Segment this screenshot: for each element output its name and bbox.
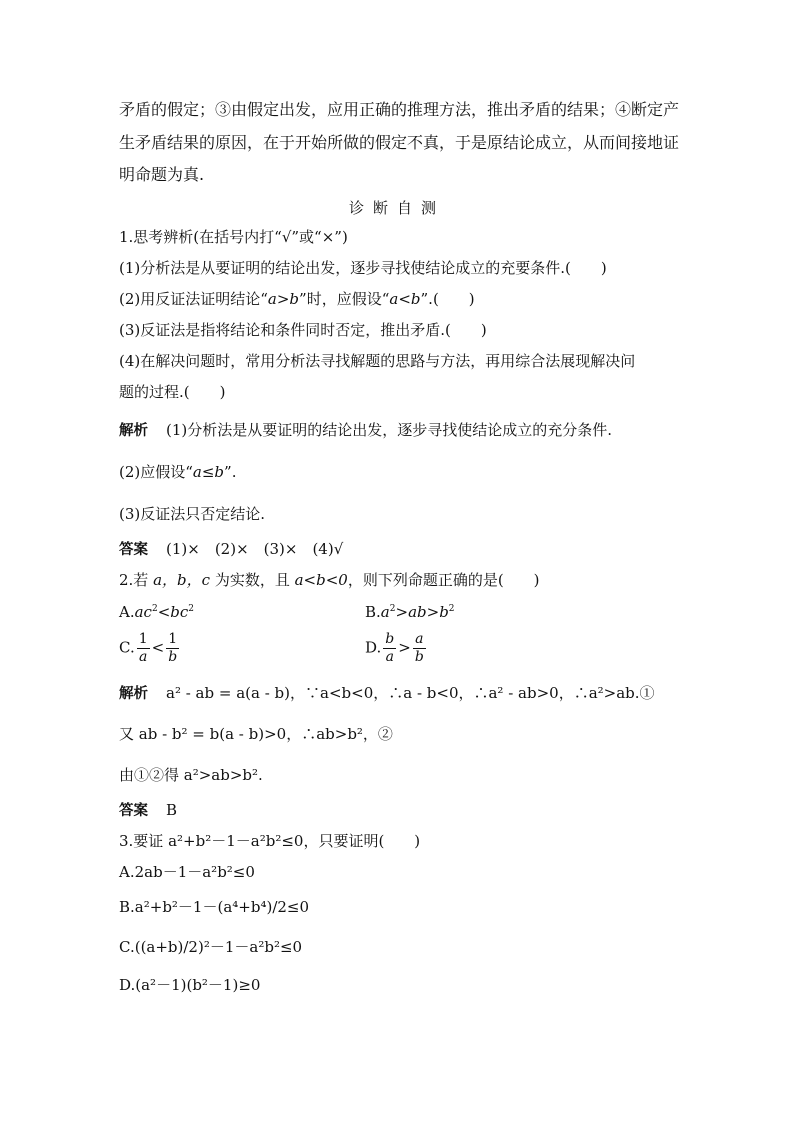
q1-statement-2: (2)用反证法证明结论“a>b”时，应假设“a<b”.( ) bbox=[119, 290, 475, 308]
q2-explanation-2: 又 ab - b² = b(a - b)>0，∴ab>b²，② bbox=[119, 725, 393, 743]
q1-explanation-1: 解析 (1)分析法是从要证明的结论出发，逐步寻找使结论成立的充分条件. bbox=[119, 421, 613, 439]
q2-option-a: $A.ac^2<bc^2$ bbox=[119, 603, 195, 621]
q1-statement-1: (1)分析法是从要证明的结论出发，逐步寻找使结论成立的充要条件.( ) bbox=[119, 259, 607, 277]
intro-line-3: 明命题为真. bbox=[119, 165, 205, 184]
q1-statement-3: (3)反证法是指将结论和条件同时否定，推出矛盾.( ) bbox=[119, 321, 487, 339]
q2-stem: 2.若 a，b，c 为实数，且 a<b<0，则下列命题正确的是( ) bbox=[119, 571, 540, 589]
q1-explanation-2: (2)应假设“a≤b”. bbox=[119, 463, 237, 481]
q3-option-d: D.(a²－1)(b²－1)≥0 bbox=[119, 976, 261, 994]
q3-stem: 3.要证 a²+b²－1－a²b²≤0，只要证明( ) bbox=[119, 832, 421, 850]
q2-explanation-1: 解析 a² - ab = a(a - b)，∵a<b<0，∴a - b<0，∴a² - ab>0，∴a²>ab.① bbox=[119, 684, 655, 702]
q2-option-b: $B.a^2>ab>b^2$ bbox=[365, 603, 455, 621]
q1-answer: 答案 (1)× (2)× (3)× (4)√ bbox=[119, 540, 344, 558]
q2-answer: 答案 B bbox=[119, 801, 178, 819]
answer-label: 答案 bbox=[119, 542, 148, 558]
intro-line-1: 矛盾的假定；③由假定出发，应用正确的推理方法，推出矛盾的结果；④断定产 bbox=[119, 100, 680, 119]
intro-line-2: 生矛盾结果的原因，在于开始所做的假定不真，于是原结论成立，从而间接地证 bbox=[119, 133, 680, 152]
q2-option-c: C. $\frac{1}{a}$ < $\frac{1}{b}$ bbox=[119, 631, 178, 665]
q3-option-c: C.((a+b)/2)²－1－a²b²≤0 bbox=[119, 938, 303, 956]
q1-explanation-3: (3)反证法只否定结论. bbox=[119, 505, 266, 523]
answer-label: 答案 bbox=[119, 803, 148, 819]
jiexi-label: 解析 bbox=[119, 423, 148, 439]
q3-option-b: B.a²+b²－1－(a⁴+b⁴)/2≤0 bbox=[119, 898, 310, 916]
q2-explanation-3: 由①②得 a²>ab>b². bbox=[119, 766, 263, 784]
q1-statement-4a: (4)在解决问题时，常用分析法寻找解题的思路与方法，再用综合法展现解决问 bbox=[119, 352, 636, 370]
q2-option-d: D. $\frac{b}{a}$ > $\frac{a}{b}$ bbox=[365, 631, 424, 665]
section-title: 诊断自测 bbox=[348, 199, 445, 217]
q1-statement-4b: 题的过程.( ) bbox=[119, 383, 226, 401]
q3-option-a: A.2ab－1－a²b²≤0 bbox=[119, 863, 255, 881]
q1-stem: 1.思考辨析(在括号内打“√”或“×”) bbox=[119, 228, 348, 246]
jiexi-label: 解析 bbox=[119, 686, 148, 702]
